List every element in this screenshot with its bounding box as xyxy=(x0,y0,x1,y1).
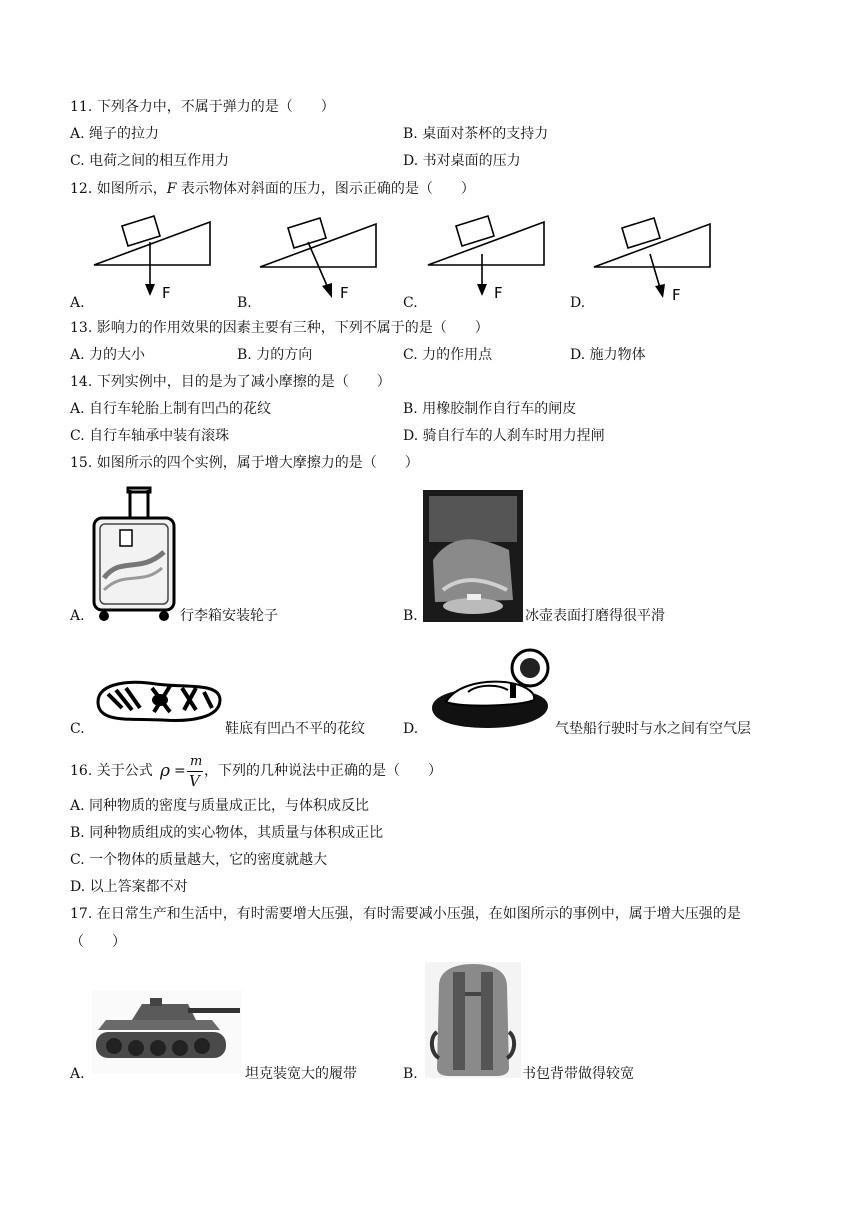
q12-stem-pre: 12. 如图所示， xyxy=(70,181,167,197)
q16-option-d: D. 以上答案都不对 xyxy=(70,879,188,895)
q12-option-d: D. xyxy=(570,295,586,311)
q12-diagram-d xyxy=(592,214,722,306)
q11-option-c: C. 电荷之间的相互作用力 xyxy=(70,153,230,169)
q15-option-d-text: 气垫船行驶时与水之间有空气层 xyxy=(555,721,751,737)
backpack-image xyxy=(425,962,521,1078)
q11-stem: 11. 下列各力中，不属于弹力的是（ ） xyxy=(70,99,335,115)
q17-option-b-label: B. xyxy=(403,1066,418,1082)
q12-option-a: A. xyxy=(70,295,85,311)
q16-formula-equals: = xyxy=(174,763,186,779)
q13-option-c: C. 力的作用点 xyxy=(403,347,493,363)
q12-diagram-a xyxy=(92,212,222,304)
q15-option-c-label: C. xyxy=(70,721,85,737)
q15-option-b-label: B. xyxy=(403,608,418,624)
q11-option-d: D. 书对桌面的压力 xyxy=(403,153,521,169)
curling-image xyxy=(423,490,523,622)
q15-option-d-label: D. xyxy=(403,721,419,737)
tank-image xyxy=(92,990,242,1074)
q12-diagram-b xyxy=(258,214,388,306)
q12-d-force-label: F xyxy=(672,286,681,304)
q16-formula-rho: ρ xyxy=(160,761,170,781)
q12-stem xyxy=(70,180,475,198)
q14-option-d: D. 骑自行车的人刹车时用力捏闸 xyxy=(403,428,605,444)
q16-option-c: C. 一个物体的质量越大，它的密度就越大 xyxy=(70,852,328,868)
q13-option-b: B. 力的方向 xyxy=(237,347,313,363)
q16-option-b: B. 同种物质组成的实心物体，其质量与体积成正比 xyxy=(70,825,384,841)
q16-formula-numerator: m xyxy=(190,754,203,769)
suitcase-image xyxy=(90,486,178,626)
q12-stem-variable: F xyxy=(166,181,177,197)
q12-a-force-label: F xyxy=(162,284,171,302)
q12-diagram-c xyxy=(426,212,556,304)
q15-option-b-text: 冰壶表面打磨得很平滑 xyxy=(525,608,665,624)
q15-stem: 15. 如图所示的四个实例，属于增大摩擦力的是（ ） xyxy=(70,455,419,471)
q12-b-force-label: F xyxy=(340,284,349,302)
q15-option-c-text: 鞋底有凹凸不平的花纹 xyxy=(225,721,365,737)
q15-option-a-label: A. xyxy=(70,608,85,624)
q17-option-a-label: A. xyxy=(70,1066,85,1082)
q14-option-c: C. 自行车轴承中装有滚珠 xyxy=(70,428,230,444)
q14-option-a: A. 自行车轮胎上制有凹凸的花纹 xyxy=(70,401,272,417)
q14-stem: 14. 下列实例中，目的是为了减小摩擦的是（ ） xyxy=(70,374,391,390)
shoe-sole-image xyxy=(92,674,224,730)
q17-stem-cont: （ ） xyxy=(70,934,126,950)
q16-formula-denominator: V xyxy=(189,772,200,790)
q12-option-b: B. xyxy=(237,295,252,311)
hovercraft-image xyxy=(424,644,556,736)
q13-option-a: A. 力的大小 xyxy=(70,347,146,363)
q12-option-c: C. xyxy=(403,295,418,311)
q15-option-a-text: 行李箱安装轮子 xyxy=(180,608,278,624)
q11-option-b: B. 桌面对茶杯的支持力 xyxy=(403,126,549,142)
q13-option-d: D. 施力物体 xyxy=(570,347,646,363)
q17-option-a-text: 坦克装宽大的履带 xyxy=(245,1066,357,1082)
q16-stem-post: ，下列的几种说法中正确的是（ ） xyxy=(204,763,442,779)
q16-option-a: A. 同种物质的密度与质量成正比，与体积成反比 xyxy=(70,798,370,814)
q16-stem-pre: 16. 关于公式 xyxy=(70,763,153,779)
q17-stem: 17. 在日常生产和生活中，有时需要增大压强，有时需要减小压强，在如图所示的事例中，属于增大压强的是 xyxy=(70,906,741,922)
q14-option-b: B. 用橡胶制作自行车的闸皮 xyxy=(403,401,577,417)
q13-stem: 13. 影响力的作用效果的因素主要有三种，下列不属于的是（ ） xyxy=(70,320,489,336)
q12-stem-post: 表示物体对斜面的压力，图示正确的是（ ） xyxy=(176,181,475,197)
q11-option-a: A. 绳子的拉力 xyxy=(70,126,160,142)
q12-c-force-label: F xyxy=(494,284,503,302)
q17-option-b-text: 书包背带做得较宽 xyxy=(522,1066,634,1082)
